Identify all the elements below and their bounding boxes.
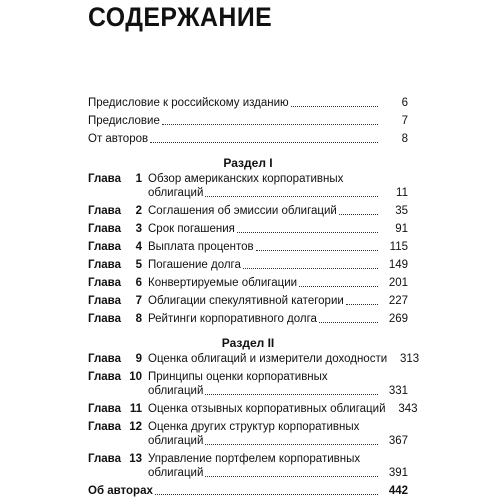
chapter-number: 11 bbox=[129, 403, 142, 415]
chapter-title-block bbox=[148, 172, 408, 200]
toc-entry-preface-russian[interactable] bbox=[88, 96, 408, 110]
chapter-title-line: облигаций bbox=[148, 467, 204, 479]
chapter-label: Глава bbox=[88, 205, 121, 217]
chapter-title-block bbox=[148, 420, 408, 448]
toc-chapter-7[interactable] bbox=[88, 294, 408, 308]
leader-dots bbox=[291, 96, 378, 107]
chapter-title-block bbox=[148, 276, 408, 290]
entry-page: 8 bbox=[401, 133, 408, 145]
chapter-title-block bbox=[148, 352, 420, 366]
toc-chapter-8[interactable] bbox=[88, 312, 408, 326]
chapter-number: 3 bbox=[135, 223, 142, 235]
leader-dots bbox=[205, 186, 378, 197]
chapter-title-block bbox=[148, 452, 408, 480]
toc-chapter-10[interactable] bbox=[88, 370, 408, 398]
chapter-label: Глава bbox=[88, 371, 121, 383]
chapter-page: 91 bbox=[395, 223, 408, 235]
entry-title: Предисловие bbox=[88, 115, 160, 127]
chapter-title-block bbox=[148, 240, 408, 254]
chapter-page: 313 bbox=[399, 353, 420, 365]
toc-chapter-2[interactable] bbox=[88, 204, 408, 218]
toc-chapter-4[interactable] bbox=[88, 240, 408, 254]
chapter-page: 269 bbox=[388, 313, 408, 325]
chapter-page: 227 bbox=[388, 295, 408, 307]
toc-chapter-12[interactable] bbox=[88, 420, 408, 448]
entry-title: От авторов bbox=[88, 133, 149, 145]
chapter-label: Глава bbox=[88, 223, 121, 235]
toc-chapter-1[interactable] bbox=[88, 172, 408, 200]
section-2-chapters bbox=[88, 352, 420, 480]
chapter-page: 115 bbox=[389, 241, 408, 253]
toc-chapter-5[interactable] bbox=[88, 258, 408, 272]
chapter-title-line: Срок погашения bbox=[148, 223, 235, 235]
leader-dots bbox=[256, 240, 378, 251]
chapter-title-block bbox=[148, 294, 408, 308]
entry-page: 7 bbox=[401, 115, 408, 127]
chapter-page: 343 bbox=[398, 403, 418, 415]
page-title: СОДЕРЖАНИЕ bbox=[88, 2, 273, 32]
chapter-label: Глава bbox=[88, 241, 121, 253]
chapter-page: 35 bbox=[395, 205, 408, 217]
entry-page: 6 bbox=[401, 97, 408, 109]
chapter-title-line: Рейтинги корпоративного долга bbox=[148, 313, 317, 325]
chapter-title-line: Принципы оценки корпоративных bbox=[148, 371, 328, 383]
chapter-number: 9 bbox=[135, 353, 142, 365]
chapter-title-line: Обзор американских корпоративных bbox=[148, 173, 344, 185]
toc-entry-preface[interactable] bbox=[88, 114, 408, 128]
chapter-label: Глава bbox=[88, 277, 121, 289]
leader-dots bbox=[243, 258, 378, 269]
chapter-label: Глава bbox=[88, 353, 121, 365]
chapter-title-line: облигаций bbox=[148, 435, 204, 447]
chapter-page: 201 bbox=[388, 277, 408, 289]
chapter-number: 13 bbox=[129, 453, 142, 465]
toc-chapter-11[interactable] bbox=[88, 402, 418, 416]
leader-dots bbox=[319, 312, 378, 323]
leader-dots bbox=[237, 222, 378, 233]
chapter-number: 7 bbox=[135, 295, 142, 307]
chapter-number: 1 bbox=[135, 173, 142, 185]
leader-dots bbox=[155, 484, 378, 495]
entry-page: 442 bbox=[388, 485, 408, 497]
chapter-label: Глава bbox=[88, 173, 121, 185]
chapter-page: 149 bbox=[388, 259, 408, 271]
chapter-label: Глава bbox=[88, 453, 121, 465]
chapter-title-line: Оценка отзывных корпоративных облигаций bbox=[148, 403, 386, 415]
chapter-title-block bbox=[148, 222, 408, 236]
chapter-title-line: Управление портфелем корпоративных bbox=[148, 453, 361, 465]
leader-dots bbox=[205, 434, 378, 445]
chapter-number: 2 bbox=[135, 205, 142, 217]
chapter-title-block bbox=[148, 258, 408, 272]
leader-dots bbox=[299, 276, 378, 287]
chapter-title-line: Соглашения об эмиссии облигаций bbox=[148, 205, 337, 217]
chapter-title-block bbox=[148, 370, 408, 398]
toc-entry-from-authors[interactable] bbox=[88, 132, 408, 146]
chapter-title-line: Оценка других структур корпоративных bbox=[148, 421, 360, 433]
chapter-number: 8 bbox=[135, 313, 142, 325]
chapter-title-line: облигаций bbox=[148, 385, 204, 397]
chapter-label: Глава bbox=[88, 421, 121, 433]
section-heading-2: Раздел II bbox=[221, 336, 275, 350]
chapter-title-block bbox=[148, 402, 418, 416]
leader-dots bbox=[150, 132, 378, 143]
chapter-number: 6 bbox=[135, 277, 142, 289]
chapter-title-block bbox=[148, 312, 408, 326]
section-heading-1: Раздел I bbox=[223, 156, 273, 170]
leader-dots bbox=[205, 466, 378, 477]
chapter-title-line: Выплата процентов bbox=[148, 241, 254, 253]
toc-chapter-6[interactable] bbox=[88, 276, 408, 290]
toc-chapter-3[interactable] bbox=[88, 222, 408, 236]
leader-dots bbox=[339, 204, 378, 215]
toc-chapter-13[interactable] bbox=[88, 452, 408, 480]
toc-entry-about-authors[interactable] bbox=[88, 484, 408, 498]
chapter-page: 391 bbox=[388, 467, 408, 479]
table-of-contents bbox=[88, 96, 420, 502]
entry-title: Предисловие к российскому изданию bbox=[88, 97, 289, 109]
chapter-label: Глава bbox=[88, 403, 121, 415]
chapter-number: 10 bbox=[129, 371, 142, 383]
section-1-chapters bbox=[88, 172, 408, 326]
chapter-title-line: Конвертируемые облигации bbox=[148, 277, 298, 289]
chapter-title-line: облигаций bbox=[148, 187, 204, 199]
chapter-page: 331 bbox=[388, 385, 408, 397]
chapter-title-line: Оценка облигаций и измерители доходности bbox=[148, 353, 388, 365]
chapter-number: 4 bbox=[135, 241, 142, 253]
chapter-title-line: Облигации спекулятивной категории bbox=[148, 295, 344, 307]
chapter-label: Глава bbox=[88, 295, 121, 307]
chapter-label: Глава bbox=[88, 313, 121, 325]
chapter-page: 367 bbox=[388, 435, 408, 447]
chapter-page: 11 bbox=[396, 187, 408, 199]
chapter-number: 12 bbox=[129, 421, 142, 433]
leader-dots bbox=[162, 114, 378, 125]
chapter-title-block bbox=[148, 204, 408, 218]
toc-chapter-9[interactable] bbox=[88, 352, 420, 366]
chapter-label: Глава bbox=[88, 259, 121, 271]
entry-title: Об авторах bbox=[88, 485, 153, 497]
chapter-number: 5 bbox=[135, 259, 142, 271]
leader-dots bbox=[346, 294, 378, 305]
chapter-title-line: Погашение долга bbox=[148, 259, 241, 271]
leader-dots bbox=[205, 384, 378, 395]
